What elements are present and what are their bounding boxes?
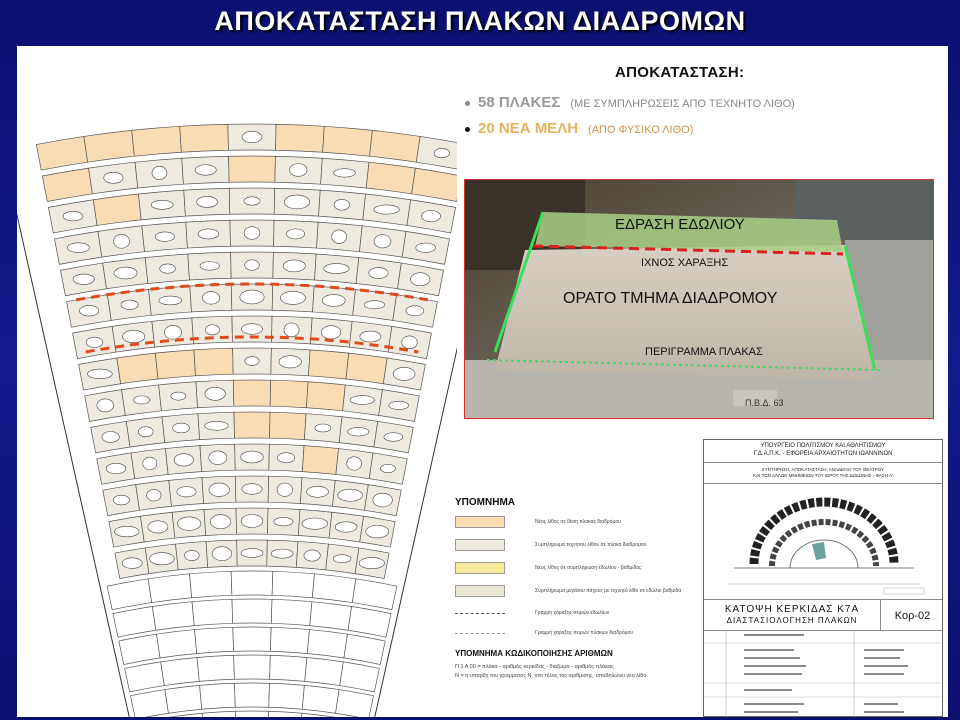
key-plan [704,484,942,600]
legend-item-thick-fill: Συμπλήρωμα μεγάλου πάχους με τεχνητό λίθο σε εδώλιο βαθμίδα [455,584,681,598]
restoration-heading: ΑΠΟΚΑΤΑΣΤΑΣΗ: [615,64,745,81]
restoration-item-slabs: 58 ΠΛΑΚΕΣ (ΜΕ ΣΥΜΠΛΗΡΩΣΕΙΣ ΑΠΟ ΤΕΧΝΗΤΟ ΛΙΘΟ) [465,94,795,111]
legend-title: ΥΠΟΜΝΗΜΑ [455,497,515,508]
bullet-icon [465,127,470,132]
legend-item-seat-line: Γραμμή χάραξης σειρών εδωλίων [455,606,609,620]
slide-title: ΑΠΟΚΑΤΑΣΤΑΣΗ ΠΛΑΚΩΝ ΔΙΑΔΡΟΜΩΝ [214,6,746,36]
kerkis-plan-drawing [17,46,457,717]
theatre-key-plan-image [704,484,944,600]
legend-swatch [455,585,505,597]
code-legend-line-2: Ν = η υπαρξη του γραμματος Ν, στο τέλος της αριθμισης, υποδηλωνει νέο λίθο [455,673,647,679]
ephorate-name: Γ.Δ.Α.Π.Κ. - ΕΦΟΡΕΙΑ ΑΡΧΑΙΟΤΗΤΩΝ ΙΩΑΝΝΙΝΩΝ [753,451,893,457]
photo-label-edrasi: ΕΔΡΑΣΗ ΕΔΩΛΙΟΥ [615,216,745,233]
legend-swatch [455,516,505,528]
drawing-title-block [703,439,943,717]
legend-item-slab-line: Γραμμή χάραξης σειρών πλακών διαδρόμου [455,626,633,640]
drawing-title: ΚΑΤΟΨΗ ΚΕΡΚΙΔΑΣ Κ7Α ΔΙΑΣΤΑΣΙΟΛΟΓΗΣΗ ΠΛΑΚΩΝ [724,604,860,625]
content-panel [17,46,948,717]
bullet-icon [465,101,470,106]
legend-item-artificial-fill: Συμπλήρωμα τεχνητού λίθου σε πλάκα διαδρόμου [455,538,646,552]
title-block-header [704,440,942,458]
legend-line-swatch [455,613,505,614]
legend-swatch [455,562,505,574]
signature-rows [704,630,942,717]
signature-rows-image [704,631,944,717]
drawing-number: Κορ-02 [880,600,944,630]
legend-item-new-seat-stone: Νέος λίθος σε συμπλήρωση εδωλίου - βαθμίδας [455,561,642,575]
photo-label-ichnos: ΙΧΝΟΣ ΧΑΡΑΞΗΣ [641,257,729,269]
slab-photo [464,179,934,419]
photo-label-tag: Π.Β.Δ. 63 [745,398,784,408]
restoration-item-new-members: 20 ΝΕΑ ΜΕΛΗ (ΑΠΟ ΦΥΣΙΚΟ ΛΙΘΟ) [465,120,693,137]
ministry-name: ΥΠΟΥΡΓΕΙΟ ΠΟΛΙΤΙΣΜΟΥ ΚΑΙ ΑΘΛΗΤΙΣΜΟΥ [760,443,886,449]
project-description: ΣΥΝΤΗΡΗΣΗ, ΑΠΟΚΑΤΑΣΤΑΣΗ, ΑΝΑΔΕΙΞΗ ΤΟΥ ΘΕΑΤΡΟΥ ΚΑΙ ΤΩΝ ΑΛΛΩΝ ΜΝΗΜΕΙΩΝ ΤΟΥ ΙΕΡΟΥ ΤΗΣ ΔΩΔΩΝΗΣ - ΦΑΣΗ Α' [704,462,942,484]
photo-label-orato: ΟΡΑΤΟ ΤΜΗΜΑ ΔΙΑΔΡΟΜΟΥ [563,290,778,307]
code-legend-title: ΥΠΟΜΝΗΜΑ ΚΩΔΙΚΟΠΟΙΗΣΗΣ ΑΡΙΘΜΩΝ [455,649,613,658]
legend-swatch [455,539,505,551]
photo-label-perigramma: ΠΕΡΙΓΡΑΜΜΑ ΠΛΑΚΑΣ [645,346,763,358]
legend-line-swatch [455,633,505,634]
legend-item-new-stone: Νέος λίθος σε θέση πλακας διαδρόμου [455,515,621,529]
code-legend-line-1: Π 1 Α 00 = πλάκα - αριθμός κερκίδας - διαζωμα - αριθμός πλάκας [455,664,614,670]
